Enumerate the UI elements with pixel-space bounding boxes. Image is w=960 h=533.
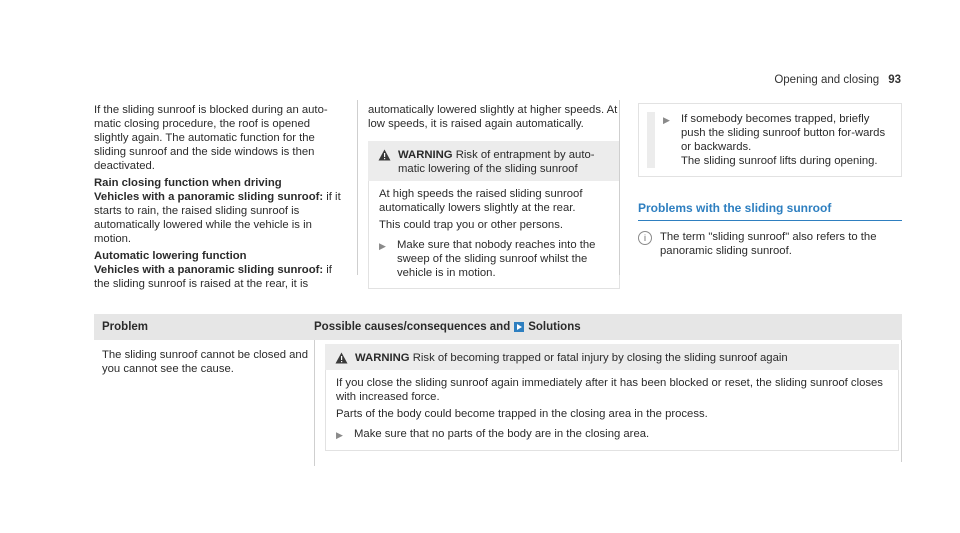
- table-right-border: [901, 340, 902, 462]
- rain-closing-text: [94, 190, 346, 246]
- table-warning-step: [336, 427, 888, 442]
- column-divider: [619, 100, 620, 275]
- column-3: [638, 103, 902, 258]
- table-warning-box: [325, 344, 899, 451]
- table-header-causes: [314, 320, 581, 334]
- warning-label: WARNING: [398, 149, 453, 161]
- problem-cell: The sliding sunroof cannot be closed and you cannot see the cause.: [94, 340, 315, 466]
- rain-vehicles-label: Vehicles with a panoramic sliding sunroof:: [94, 191, 324, 203]
- paragraph-lowering: automatically lowered slightly at higher speeds. At low speeds, it is raised again automatically.: [368, 104, 618, 130]
- table-warning-body-2: Parts of the body could become trapped in the closing area in the process.: [336, 408, 708, 420]
- info-note: [638, 230, 902, 258]
- step-arrow-icon: ▶: [379, 241, 386, 251]
- solutions-arrow-icon: [514, 322, 524, 332]
- info-icon: i: [638, 231, 652, 245]
- warning-step: [379, 238, 609, 280]
- table-warning-body: [325, 370, 899, 451]
- warning-step-text: Make sure that nobody reaches into the sweep of the sliding sunroof whilst the vehicle is in motion.: [397, 239, 596, 279]
- table-warning-title-text: Risk of becoming trapped or fatal injury by closing the sliding sunroof again: [412, 352, 788, 364]
- auto-lowering-heading: Automatic lowering function: [94, 250, 247, 262]
- rain-closing-heading: Rain closing function when driving: [94, 177, 282, 189]
- rain-text: if it starts to rain, the raised sliding sunroof is automatically lowered while the vehicle is in motion.: [94, 191, 341, 245]
- table-header: [94, 314, 902, 340]
- table-warning-step-text: Make sure that no parts of the body are in the closing area.: [354, 428, 650, 440]
- note-text: The term "sliding sunroof" also refers to the panoramic sliding sunroof.: [660, 231, 877, 257]
- table-warning-body-1: If you close the sliding sunroof again immediately after it has been blocked or reset, the sliding sunroof closes with increased force.: [336, 377, 883, 403]
- auto-text: if the sliding sunroof is raised at the rear, it is: [94, 264, 332, 290]
- step-bar: [647, 112, 655, 168]
- table-header-problem: Problem: [102, 321, 149, 333]
- section-name: Opening and closing: [774, 74, 880, 86]
- auto-lowering-text: [94, 263, 346, 291]
- step-arrow-icon: ▶: [663, 115, 670, 125]
- warning-body-1: At high speeds the raised sliding sunroof automatically lowers slightly at the rear.: [379, 188, 583, 214]
- auto-vehicles-label: Vehicles with a panoramic sliding sunroof:: [94, 264, 324, 276]
- warning-box: [368, 141, 620, 289]
- solution-cell: [315, 340, 902, 466]
- column-2: [368, 103, 620, 289]
- problem-table: [94, 314, 902, 466]
- trapped-step-line2: The sliding sunroof lifts during opening.: [681, 155, 878, 167]
- warning-body: [368, 181, 620, 289]
- table-warning-title: [355, 351, 788, 365]
- warning-header: [368, 141, 620, 181]
- column-1: [94, 103, 346, 294]
- trapped-step-box: [638, 103, 902, 177]
- trapped-step-text: [681, 112, 889, 168]
- column-divider: [357, 100, 358, 275]
- warning-body-2: This could trap you or other persons.: [379, 219, 563, 231]
- step-arrow-icon: ▶: [336, 430, 343, 440]
- table-row: [94, 340, 902, 466]
- warning-triangle-icon: [378, 148, 392, 176]
- warning-title-text: Risk of entrapment by auto-matic lowering of the sliding sunroof: [398, 149, 595, 175]
- warning-triangle-icon: [335, 351, 349, 365]
- problems-section-title: Problems with the sliding sunroof: [638, 201, 902, 221]
- table-warning-header: [325, 344, 899, 370]
- paragraph-blocked: If the sliding sunroof is blocked during an auto-matic closing procedure, the roof is opened slightly again. The automatic function for the sliding sunroof and the side windows is then deactivated.: [94, 104, 328, 172]
- warning-title: [398, 148, 610, 176]
- table-warning-label: WARNING: [355, 352, 410, 364]
- page-number: 93: [888, 74, 901, 86]
- header-causes-text: Possible causes/consequences and: [314, 321, 511, 333]
- page-header: [774, 73, 901, 87]
- trapped-step-line1: If somebody becomes trapped, briefly push the sliding sunroof button for-wards or backwards.: [681, 113, 886, 153]
- header-solutions-text: Solutions: [528, 321, 581, 333]
